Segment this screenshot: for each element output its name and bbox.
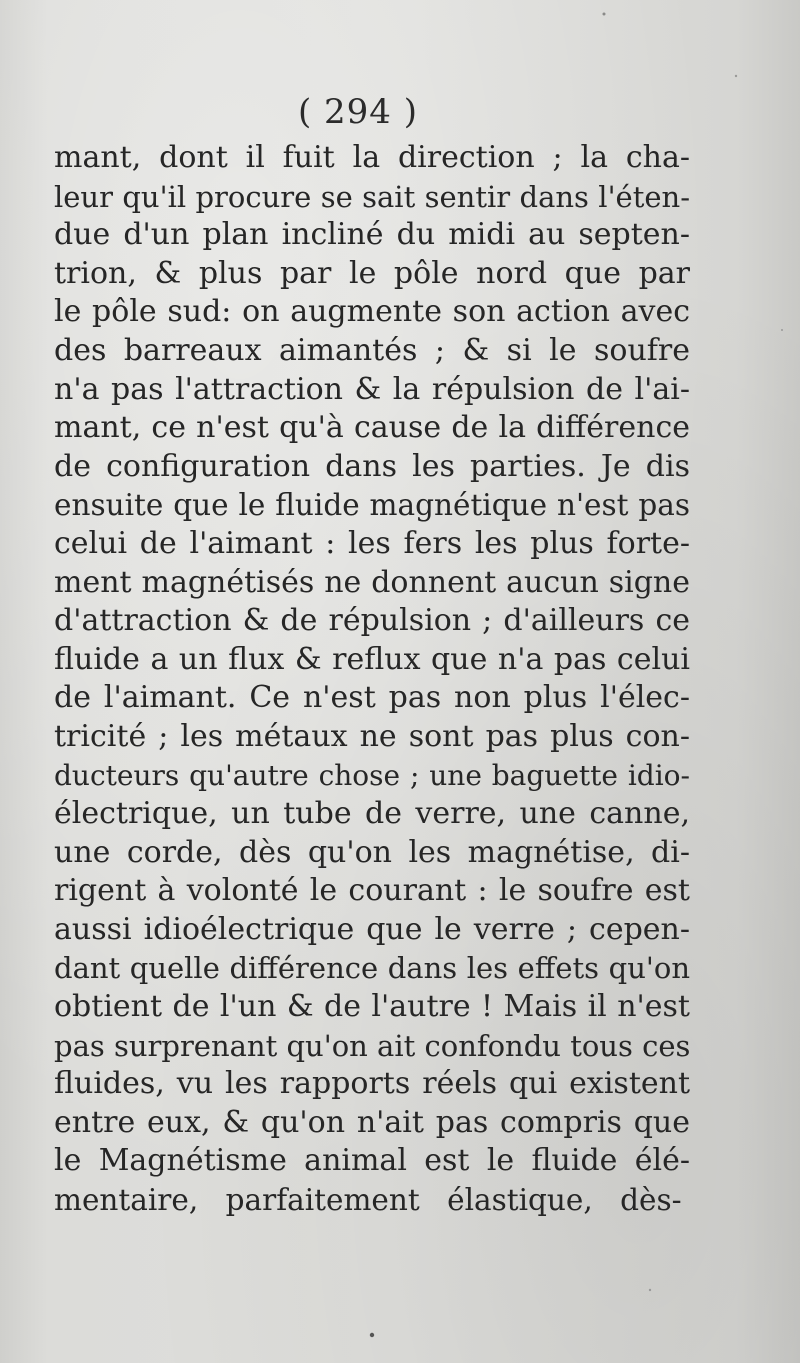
text-line: fluide a un flux & reflux que n'a pas celui [54,641,690,677]
text-line: mant, dont il fuit la direction ; la cha- [54,140,690,175]
text-line: leur qu'il procure se sait sentir dans l'éten- [54,179,690,214]
text-line: le Magnétisme animal est le fluide élé- [54,1143,690,1179]
text-line: électrique, un tube de verre, une canne, [54,796,690,832]
text-line: celui de l'aimant : les fers les plus forte- [54,525,690,561]
text-line: aussi idioélectrique que le verre ; cepen- [54,911,690,947]
text-line: ment magnétisés ne donnent aucun signe [54,564,690,600]
text-line: entre eux, & qu'on n'ait pas compris que [54,1104,690,1140]
text-line: trion, & plus par le pôle nord que par [54,255,690,291]
text-line: tricité ; les métaux ne sont pas plus con- [54,718,690,754]
text-line: mant, ce n'est qu'à cause de la différence [54,410,690,446]
text-line: rigent à volonté le courant : le soufre est [54,873,690,909]
text-line: due d'un plan incliné du midi au septen- [54,217,690,253]
text-line: de l'aimant. Ce n'est pas non plus l'élec- [54,680,690,716]
text-line: ducteurs qu'autre chose ; une baguette idio- [54,758,690,792]
text-line: obtient de l'un & de l'autre ! Mais il n'est [54,989,690,1025]
text-line: pas surprenant qu'on ait confondu tous ces [54,1028,691,1063]
text-line: de configuration dans les parties. Je dis [54,448,690,484]
body-text [54,139,690,1220]
text-line: fluides, vu les rapports réels qui existent [54,1066,690,1102]
text-line: une corde, dès qu'on les magnétise, di- [54,834,690,870]
text-line: mentaire, parfaitement élastique, dès- [54,1183,682,1218]
text-line: des barreaux aimantés ; & si le soufre [54,332,690,368]
text-line: ensuite que le fluide magnétique n'est pas [54,488,690,523]
text-line: le pôle sud: on augmente son action avec [54,294,690,330]
text-line: n'a pas l'attraction & la répulsion de l'ai- [54,371,690,407]
text-line: dant quelle différence dans les effets qu'on [54,951,690,986]
text-line: d'attraction & de répulsion ; d'ailleurs ce [54,603,690,639]
page-number: ( 294 ) [297,92,419,132]
